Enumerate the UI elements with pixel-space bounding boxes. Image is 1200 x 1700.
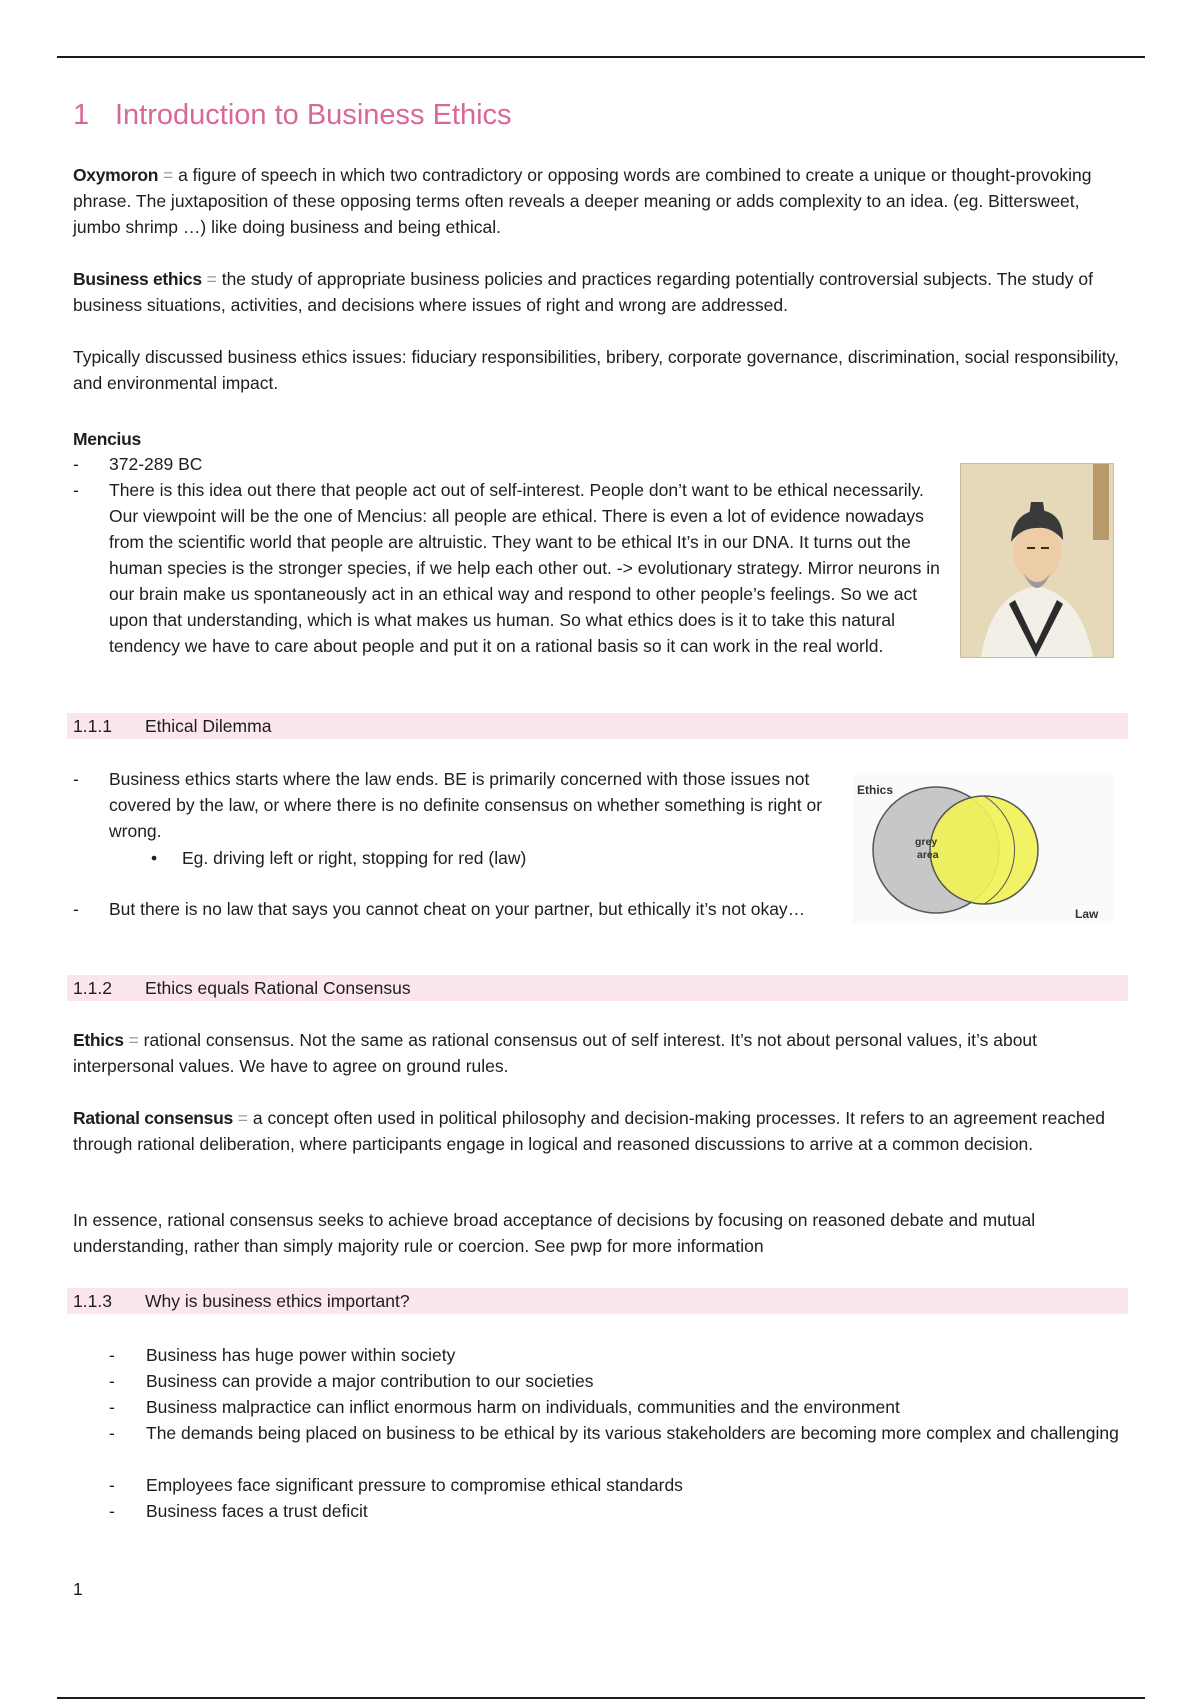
section-heading-ethical-dilemma [67,713,1128,739]
oxymoron-definition [73,162,1128,240]
oxymoron-term: Oxymoron [73,165,159,185]
page-title [73,95,512,135]
mencius-heading: Mencius [73,429,141,449]
issues-paragraph: Typically discussed business ethics issues: fiduciary responsibilities, bribery, corporate governance, discrimination, social responsibility, and environmental impact. [73,347,1119,393]
title-text: Introduction to Business Ethics [115,99,512,131]
section-heading-importance [67,1288,1128,1314]
dilemma-item-2-text: But there is no law that says you cannot cheat on your partner, but ethically it’s not okay… [109,899,806,919]
dash-marker: - [109,1475,115,1495]
dash-marker: - [73,769,79,789]
section-title: Ethical Dilemma [145,716,272,736]
dash-marker: - [109,1423,115,1443]
dash-marker: - [73,899,79,919]
dash-marker: - [109,1371,115,1391]
section-number: 1.1.2 [73,978,112,998]
equals-sign: = [201,269,222,289]
business-ethics-definition [73,266,1128,318]
dash-marker: - [109,1397,115,1417]
venn-grey-label: grey [915,836,938,848]
ethics-definition [73,1027,1128,1079]
section-number: 1.1.1 [73,716,112,736]
title-number: 1 [73,99,90,131]
section-heading-rational-consensus [67,975,1128,1001]
top-rule [57,56,1145,58]
essence-paragraph: In essence, rational consensus seeks to achieve broad acceptance of decisions by focusing on reasoned debate and mutual understanding, rather than simply majority rule or coercion. See pwp for more information [73,1210,1036,1256]
importance-item-text: Employees face significant pressure to compromise ethical standards [146,1475,683,1495]
venn-diagram-icon [853,775,1113,923]
mencius-portrait-image [960,463,1114,658]
rational-consensus-term: Rational consensus [73,1108,233,1128]
importance-item-text: Business malpractice can inflict enormous harm on individuals, communities and the environment [146,1397,900,1417]
dash-marker: - [109,1345,115,1365]
section-title: Ethics equals Rational Consensus [145,978,411,998]
bottom-rule [57,1697,1145,1699]
section-title: Why is business ethics important? [145,1291,410,1311]
venn-ethics-label: Ethics [857,783,894,797]
mencius-dates: 372-289 BC [109,454,203,474]
mencius-text: There is this idea out there that people act out of self-interest. People don’t want to be ethical necessarily. Our viewpoint will be the one of Mencius: all people are ethical. There is even a lot of evidence nowadays from the scientific world that people are altruistic. They want to be ethical It’s in our DNA. It turns out the human species is the stronger species, if we help each other out. -> evolutionary strategy. Mirror neurons in our brain make us spontaneously act in an ethical way and respond to other people’s feelings. So we act upon that understanding, which is what makes us human. So what ethics does is it to take this natural tendency we have to care about people and put it on a rational basis so it can work in the real world. [109,480,940,656]
section-number: 1.1.3 [73,1291,112,1311]
oxymoron-text: a figure of speech in which two contradictory or opposing words are combined to create a unique or thought-provoking phrase. The juxtaposition of these opposing terms often reveals a deeper meaning or adds complexity to an idea. (eg. Bittersweet, jumbo shrimp …) like doing business and being ethical. [73,165,1092,237]
rational-consensus-definition [73,1105,1128,1157]
dilemma-subitem-text: Eg. driving left or right, stopping for red (law) [182,848,527,868]
mencius-portrait-icon [961,464,1113,657]
page-number: 1 [73,1579,83,1599]
bullet-marker: • [151,848,158,868]
importance-item-text: The demands being placed on business to be ethical by its various stakeholders are becoming more complex and challenging [146,1423,1119,1443]
ethics-term: Ethics [73,1030,124,1050]
ethics-text: rational consensus. Not the same as rational consensus out of self interest. It’s not about personal values, it’s about interpersonal values. We have to agree on ground rules. [73,1030,1038,1076]
dilemma-item-1-text: Business ethics starts where the law ends. BE is primarily concerned with those issues not covered by the law, or where there is no definite consensus on whether something is right or wrong. [109,769,823,841]
venn-law-label: Law [1075,907,1099,921]
business-ethics-text: the study of appropriate business policies and practices regarding potentially controversial subjects. The study of business situations, activities, and decisions where issues of right and wrong are addressed. [73,269,1093,315]
equals-sign: = [232,1108,253,1128]
importance-item-text: Business has huge power within society [146,1345,456,1365]
ethics-law-venn-diagram [853,775,1113,923]
equals-sign: = [123,1030,144,1050]
dash-marker: - [73,480,79,500]
dash-marker: - [109,1501,115,1521]
business-ethics-term: Business ethics [73,269,202,289]
importance-item-text: Business can provide a major contribution to our societies [146,1371,594,1391]
rational-consensus-text: a concept often used in political philosophy and decision-making processes. It refers to an agreement reached through rational deliberation, where participants engage in logical and reasoned discussions to arrive at a common decision. [73,1108,1106,1154]
importance-item-text: Business faces a trust deficit [146,1501,368,1521]
venn-area-label: area [917,849,939,861]
equals-sign: = [158,165,179,185]
dash-marker: - [73,454,79,474]
